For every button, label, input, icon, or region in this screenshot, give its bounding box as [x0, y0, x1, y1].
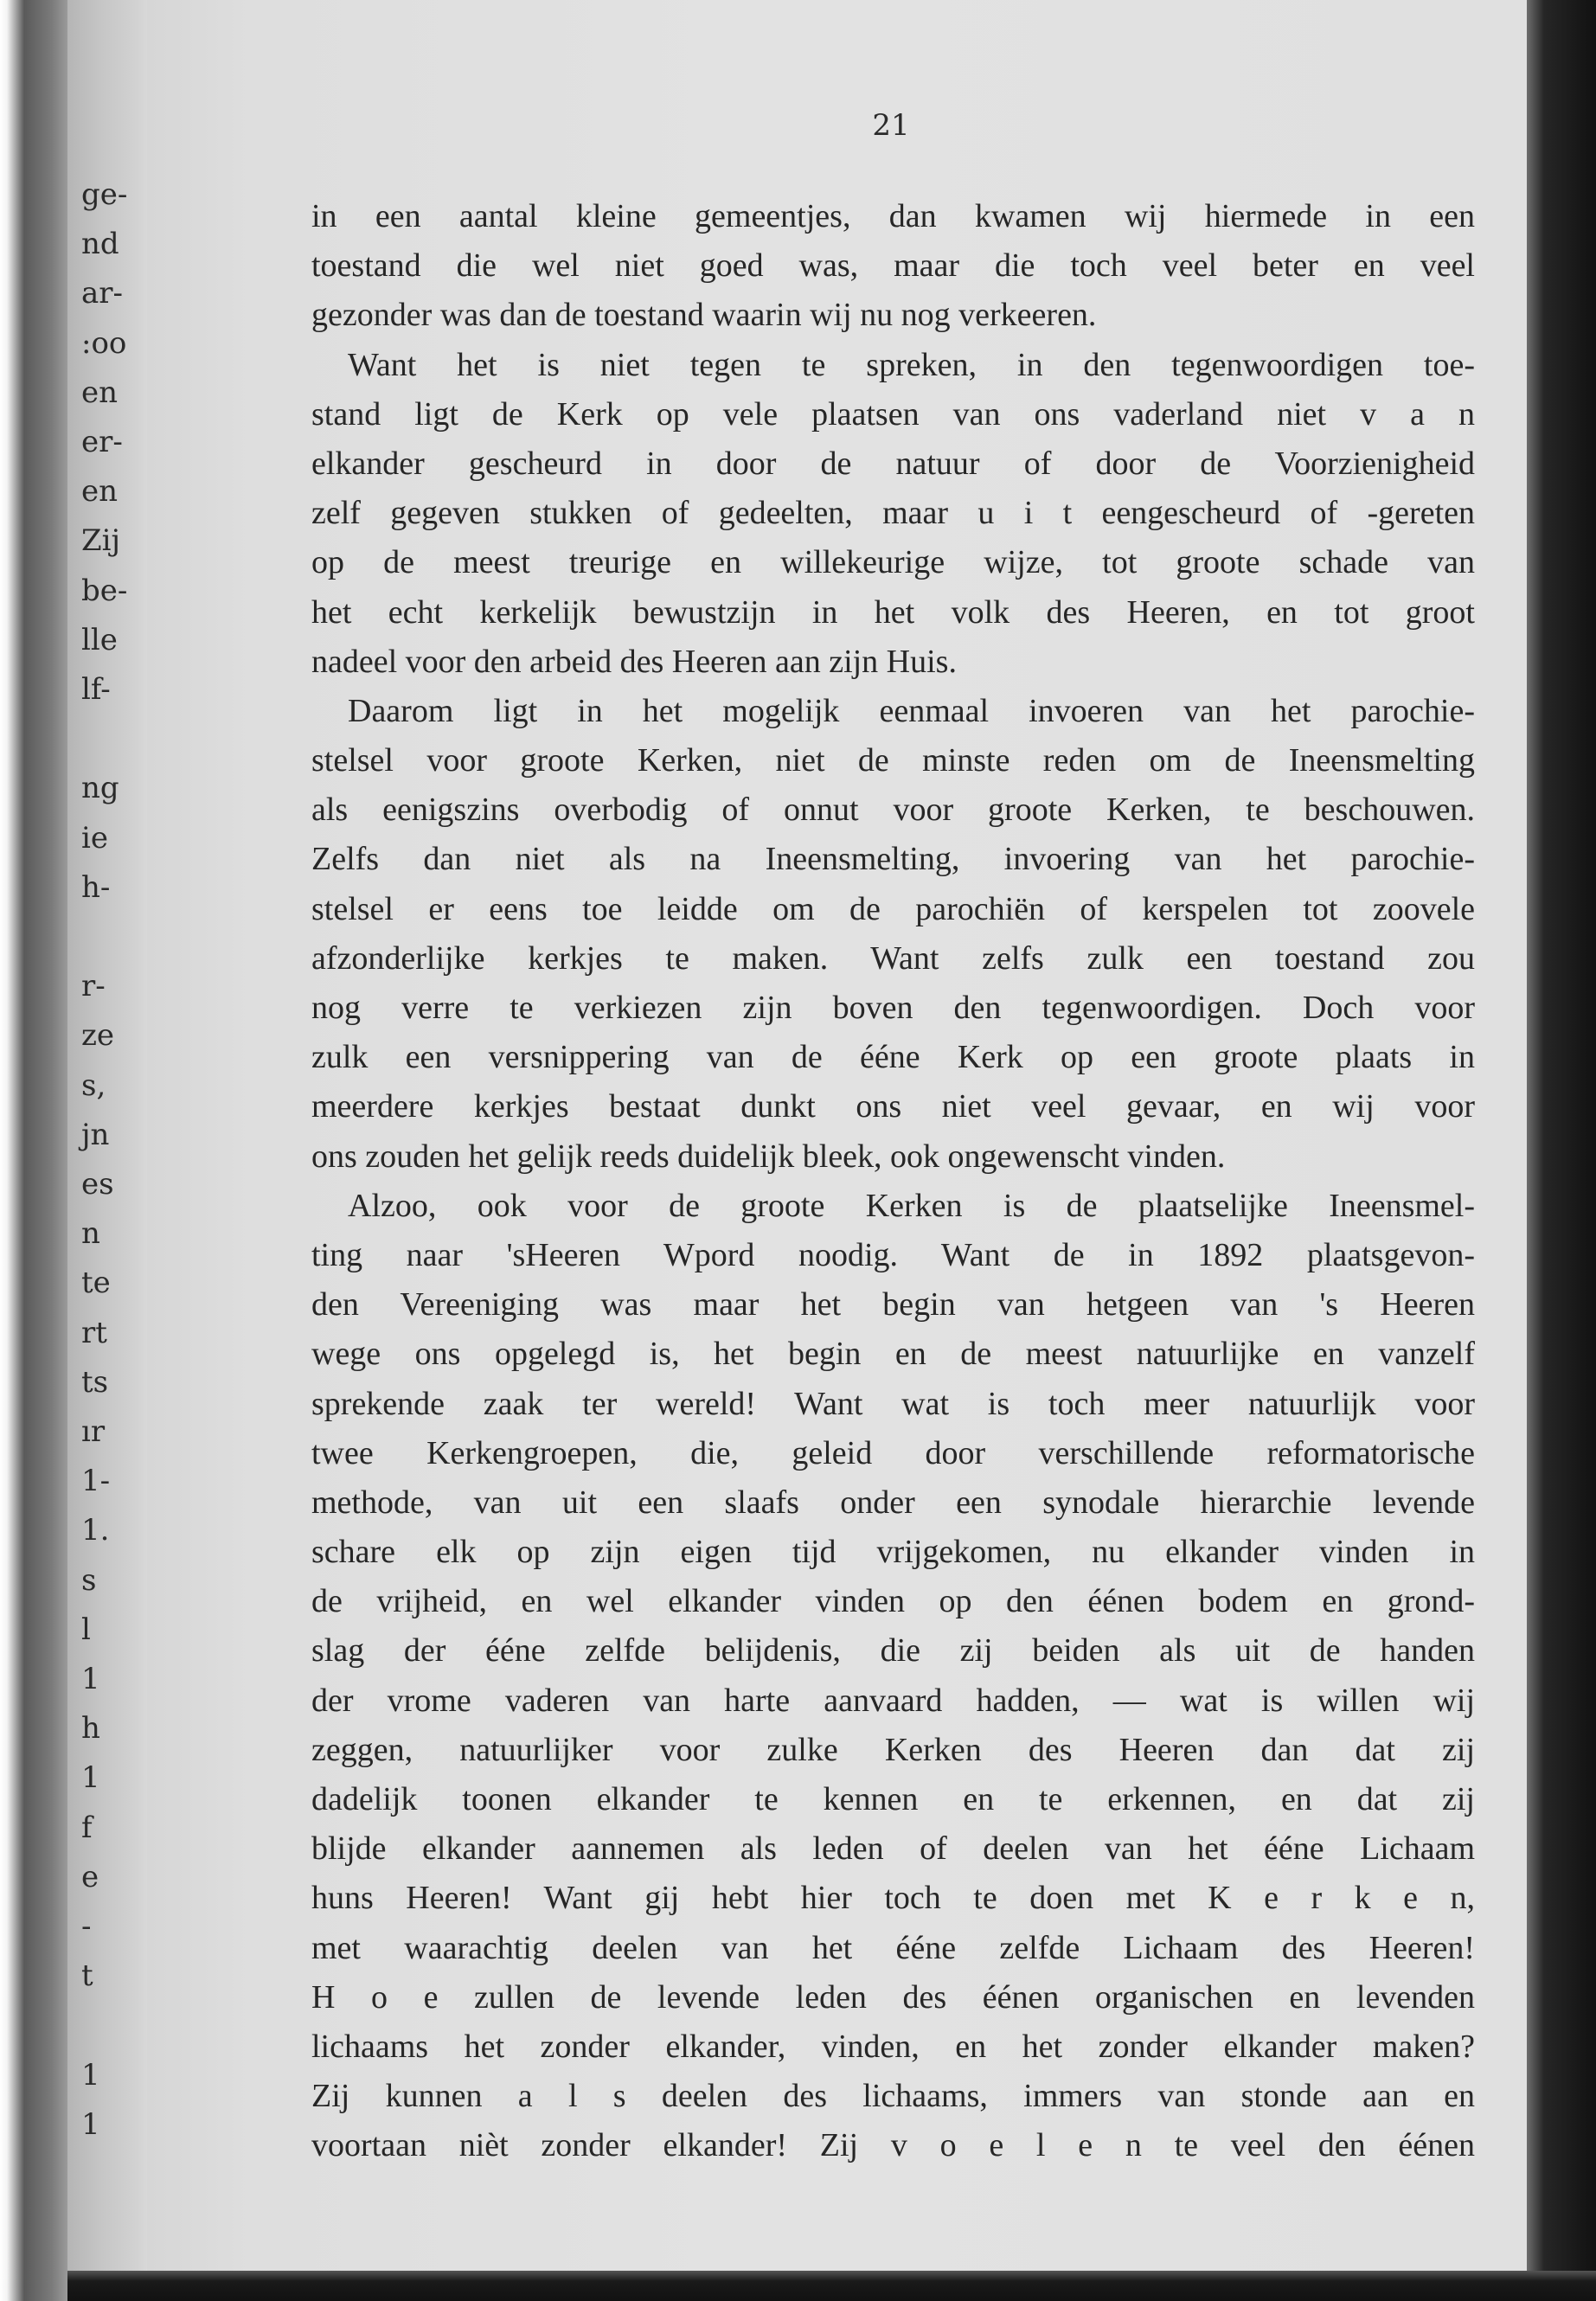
text-line: twee Kerkengroepen, die, geleid door verschillende reformatorische	[311, 1434, 1475, 1471]
text-line: Alzoo, ook voor de groote Kerken is de plaatselijke Ineensmel-	[348, 1187, 1475, 1224]
margin-fragment: ar-	[81, 276, 124, 311]
text-line: meerdere kerkjes bestaat dunkt ons niet veel gevaar, en wij voor	[311, 1088, 1475, 1125]
text-line: den Vereeniging was maar het begin van hetgeen van 's Heeren	[311, 1286, 1475, 1324]
margin-fragment: nd	[81, 227, 119, 262]
text-line: dadelijk toonen elkander te kennen en te erkennen, en dat zij	[311, 1781, 1475, 1817]
scan-edge-bottom	[67, 2271, 1596, 2301]
margin-fragment: ge-	[81, 177, 128, 212]
text-line: Zij kunnen a l s deelen des lichaams, immers van stonde aan en	[311, 2078, 1475, 2115]
text-line: stand ligt de Kerk op vele plaatsen van ons vaderland niet v a n	[311, 395, 1475, 433]
margin-fragment: Zij	[81, 523, 121, 559]
margin-fragment: en	[81, 474, 119, 510]
body-text	[311, 192, 1475, 2171]
text-line: schare elk op zijn eigen tijd vrijgekomen, nu elkander vinden in	[311, 1534, 1475, 1571]
text-line: wege ons opgelegd is, het begin en de meest natuurlijke en vanzelf	[311, 1336, 1475, 1373]
margin-fragment: 1	[81, 1662, 100, 1696]
margin-fragment: te	[81, 1266, 111, 1301]
margin-fragment: jn	[81, 1117, 110, 1152]
margin-fragment: be-	[81, 573, 128, 608]
scan-edge-left	[0, 0, 67, 2301]
margin-fragment: 1-	[81, 1464, 111, 1499]
margin-fragment: -	[81, 1909, 92, 1944]
page-number: 21	[872, 108, 910, 143]
text-line: sprekende zaak ter wereld! Want wat is toch meer natuurlijk voor	[311, 1385, 1475, 1422]
margin-fragment: es	[81, 1167, 114, 1202]
text-line: lichaams het zonder elkander, vinden, en het zonder elkander maken?	[311, 2028, 1475, 2065]
text-line: afzonderlijke kerkjes te maken. Want zelfs zulk een toestand zou	[311, 939, 1475, 977]
margin-fragment: lf-	[81, 672, 111, 707]
margin-fragment: l	[81, 1612, 91, 1647]
text-line: zulk een versnippering van de ééne Kerk op een groote plaats in	[311, 1039, 1475, 1076]
text-line: met waarachtig deelen van het ééne zelfde Lichaam des Heeren!	[311, 1929, 1475, 1966]
text-line: methode, van uit een slaafs onder een synodale hierarchie levende	[311, 1484, 1475, 1521]
text-line: Daarom ligt in het mogelijk eenmaal invoeren van het parochie-	[348, 692, 1475, 729]
text-line: stelsel voor groote Kerken, niet de minste reden om de Ineensmelting	[311, 742, 1475, 779]
margin-fragment: f	[81, 1810, 93, 1845]
margin-fragment: r-	[81, 969, 106, 1004]
margin-fragment: s,	[81, 1067, 106, 1103]
margin-fragment: ze	[81, 1018, 115, 1054]
margin-fragment: er-	[81, 425, 123, 459]
text-line: zeggen, natuurlijker voor zulke Kerken des Heeren dan dat zij	[311, 1731, 1475, 1768]
text-line: de vrijheid, en wel elkander vinden op den éénen bodem en grond-	[311, 1583, 1475, 1620]
margin-fragment: 1	[81, 1760, 100, 1796]
text-line: voortaan nièt zonder elkander! Zij v o e l e n te veel den éénen	[311, 2127, 1475, 2164]
text-line: elkander gescheurd in door de natuur of door de Voorzienigheid	[311, 445, 1475, 482]
text-line: zelf gegeven stukken of gedeelten, maar u i t eengescheurd of -gereten	[311, 495, 1475, 532]
margin-fragment: h-	[81, 869, 111, 905]
margin-fragment: 1	[81, 2057, 100, 2093]
text-line: Want het is niet tegen te spreken, in den tegenwoordigen toe-	[348, 346, 1475, 383]
margin-fragment: e	[81, 1859, 99, 1894]
margin-fragment: 1	[81, 2106, 100, 2142]
text-line: op de meest treurige en willekeurige wijze, tot groote schade van	[311, 544, 1475, 581]
text-line: als eenigszins overbodig of onnut voor groote Kerken, te beschouwen.	[311, 792, 1475, 829]
book-page	[147, 0, 1527, 2271]
text-line: Zelfs dan niet als na Ineensmelting, invoering van het parochie-	[311, 841, 1475, 878]
margin-fragment: 1.	[81, 1513, 110, 1548]
margin-fragment: h	[81, 1711, 100, 1747]
margin-fragment: ie	[81, 820, 108, 856]
margin-fragment: s	[81, 1562, 97, 1598]
text-line: der vrome vaderen van harte aanvaard hadden, — wat is willen wij	[311, 1682, 1475, 1719]
text-line: nadeel voor den arbeid des Heeren aan zijn Huis.	[311, 643, 957, 680]
text-line: ting naar 'sHeeren Wpord noodig. Want de in 1892 plaatsgevon-	[311, 1236, 1475, 1273]
text-line: ons zouden het gelijk reeds duidelijk bleek, ook ongewenscht vinden.	[311, 1138, 1226, 1175]
margin-fragment: t	[81, 1958, 93, 1994]
previous-page-margin	[67, 0, 147, 2301]
scan-edge-right	[1527, 0, 1596, 2301]
margin-fragment: ts	[81, 1364, 109, 1400]
text-line: blijde elkander aannemen als leden of deelen van het ééne Lichaam	[311, 1830, 1475, 1868]
margin-fragment: n	[81, 1216, 100, 1252]
text-line: H o e zullen de levende leden des éénen organischen en levenden	[311, 1978, 1475, 2016]
text-line: in een aantal kleine gemeentjes, dan kwamen wij hiermede in een	[311, 198, 1475, 234]
text-line: slag der ééne zelfde belijdenis, die zij beiden als uit de handen	[311, 1632, 1475, 1670]
margin-fragment: ır	[81, 1414, 106, 1449]
text-line: huns Heeren! Want gij hebt hier toch te doen met K e r k e n,	[311, 1880, 1475, 1917]
text-line: stelsel er eens toe leidde om de parochiën of kerspelen tot zoovele	[311, 890, 1475, 927]
text-line: toestand die wel niet goed was, maar die toch veel beter en veel	[311, 247, 1475, 285]
text-line: nog verre te verkiezen zijn boven den tegenwoordigen. Doch voor	[311, 990, 1475, 1026]
text-line: het echt kerkelijk bewustzijn in het volk des Heeren, en tot groot	[311, 593, 1475, 631]
margin-fragment: lle	[81, 622, 118, 657]
margin-fragment: rt	[81, 1315, 107, 1350]
margin-fragment: ng	[81, 771, 119, 806]
margin-fragment: en	[81, 375, 119, 410]
text-line: gezonder was dan de toestand waarin wij nu nog verkeeren.	[311, 297, 1097, 334]
margin-fragment: :oo	[81, 325, 127, 361]
